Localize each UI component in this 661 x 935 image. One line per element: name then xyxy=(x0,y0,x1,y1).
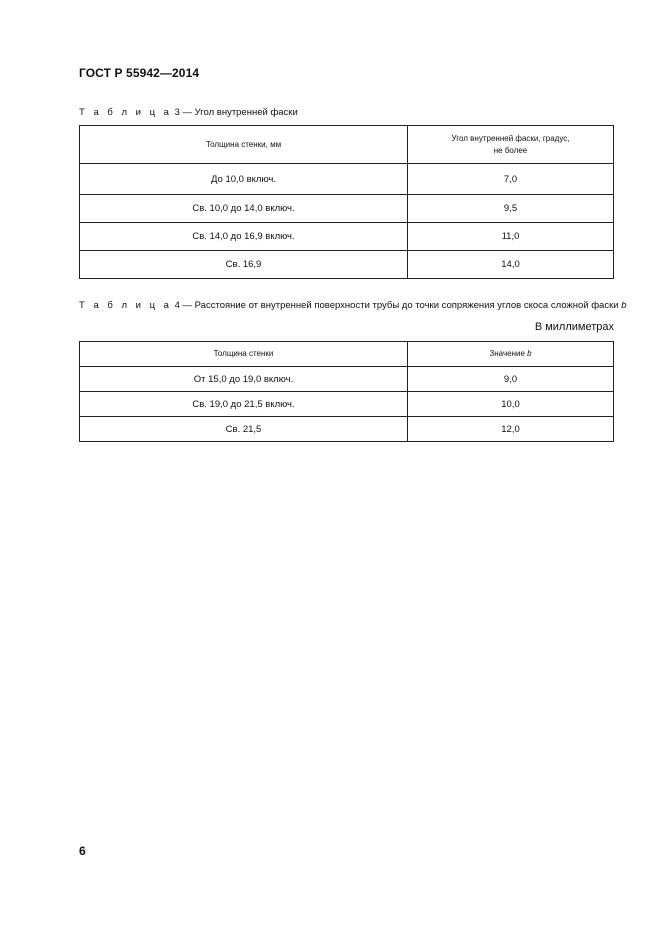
table3-cell-angle: 7,0 xyxy=(408,164,614,195)
table3-caption-label: Т а б л и ц а xyxy=(79,107,172,118)
table3-cell-thickness: Св. 10,0 до 14,0 включ. xyxy=(80,195,408,223)
table3-caption xyxy=(79,107,298,118)
table3-header-angle-line2: не более xyxy=(493,145,528,155)
table3-header-wall-thickness: Толщина стенки, мм xyxy=(80,126,408,164)
table3-cell-angle: 9,5 xyxy=(408,195,614,223)
table4-header-value xyxy=(408,342,614,367)
table-row xyxy=(80,164,614,195)
table3-header-angle-line1: Угол внутренней фаски, градус, xyxy=(451,133,570,143)
table4-cell-value: 10,0 xyxy=(408,392,614,417)
table4-cell-value: 9,0 xyxy=(408,367,614,392)
table4-caption xyxy=(79,300,626,311)
table3-chamfer-angle xyxy=(79,125,614,279)
table3-header-chamfer-angle xyxy=(408,126,614,164)
table4-caption-title: 4 — Расстояние от внутренней поверхности трубы до точки сопряжения углов скоса сложной фаски xyxy=(171,300,622,311)
document-header: ГОСТ Р 55942—2014 xyxy=(79,66,200,80)
table4-header-value-label: Значение xyxy=(489,349,528,358)
table4-cell-thickness: Св. 19,0 до 21,5 включ. xyxy=(80,392,408,417)
table4-header-row xyxy=(80,342,614,367)
table3-cell-angle: 11,0 xyxy=(408,223,614,251)
table4-header-wall-thickness: Толщина стенки xyxy=(80,342,408,367)
table4-caption-label: Т а б л и ц а xyxy=(79,300,172,311)
table-row xyxy=(80,417,614,442)
table3-cell-thickness: До 10,0 включ. xyxy=(80,164,408,195)
table4-cell-thickness: От 15,0 до 19,0 включ. xyxy=(80,367,408,392)
table3-caption-title: 3 — Угол внутренней фаски xyxy=(171,107,298,118)
table-row xyxy=(80,392,614,417)
table3-cell-angle: 14,0 xyxy=(408,251,614,279)
table3-header-row xyxy=(80,126,614,164)
units-label: В миллиметрах xyxy=(534,321,614,333)
table3-cell-thickness: Св. 16,9 xyxy=(80,251,408,279)
table-row xyxy=(80,367,614,392)
table4-cell-value: 12,0 xyxy=(408,417,614,442)
table4-caption-symbol: b xyxy=(621,300,627,311)
table-row xyxy=(80,195,614,223)
table4-cell-thickness: Св. 21,5 xyxy=(80,417,408,442)
table4-header-value-symbol: b xyxy=(527,349,532,358)
table-row xyxy=(80,251,614,279)
table-row xyxy=(80,223,614,251)
page-number: 6 xyxy=(79,844,86,858)
table4-bevel-distance xyxy=(79,341,614,442)
table3-cell-thickness: Св. 14,0 до 16,9 включ. xyxy=(80,223,408,251)
